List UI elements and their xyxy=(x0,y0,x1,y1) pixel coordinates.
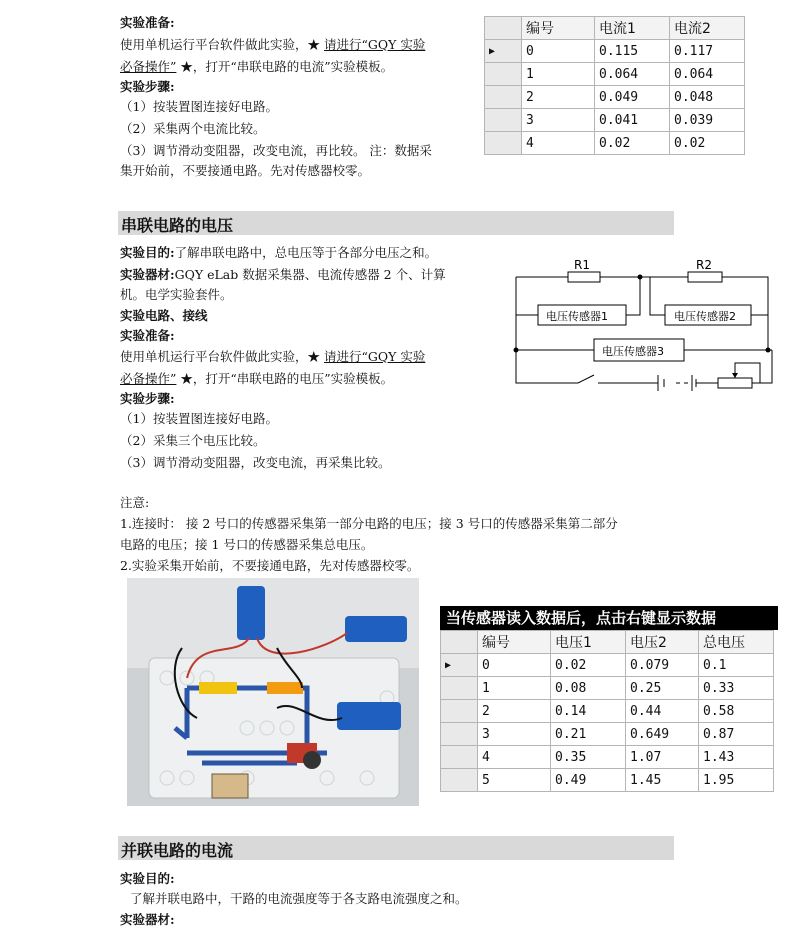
table-cell[interactable]: 0.02 xyxy=(551,654,626,677)
table-cell[interactable]: 0.649 xyxy=(626,723,699,746)
table-cell[interactable]: 0.041 xyxy=(595,109,670,132)
column-header[interactable]: 编号 xyxy=(478,631,551,654)
table-cell[interactable]: 1.45 xyxy=(626,769,699,792)
column-header[interactable]: 编号 xyxy=(522,17,595,40)
rheostat xyxy=(718,378,752,388)
table-cell[interactable]: 0.02 xyxy=(670,132,745,155)
column-header[interactable]: 电流2 xyxy=(670,17,745,40)
equipment-line-2: 机。电学实验套件。 xyxy=(120,287,233,302)
table-cell[interactable]: 0.35 xyxy=(551,746,626,769)
section-title: 串联电路的电压 xyxy=(121,216,234,235)
gqy-link-cont[interactable]: 必备操作” xyxy=(120,59,177,74)
svg-text:电压传感器3: 电压传感器3 xyxy=(602,345,664,358)
row-selector[interactable] xyxy=(441,677,478,700)
apparatus-photo xyxy=(127,578,419,806)
table-caption: 当传感器读入数据后，点击右键显示数据 xyxy=(440,606,778,630)
table-cell[interactable]: 0.08 xyxy=(551,677,626,700)
gqy-link-2-cont[interactable]: 必备操作” xyxy=(120,371,177,386)
purpose-text-3: 了解并联电路中，干路的电流强度等于各支路电流强度之和。 xyxy=(130,891,468,906)
table-row[interactable] xyxy=(485,63,745,86)
table-cell[interactable]: 0.048 xyxy=(670,86,745,109)
row-selector[interactable]: ▶ xyxy=(485,40,522,63)
sensor-box-mid xyxy=(337,702,401,730)
column-header[interactable]: 电压1 xyxy=(551,631,626,654)
table-cell[interactable]: 0.079 xyxy=(626,654,699,677)
table-cell[interactable]: 4 xyxy=(478,746,551,769)
circuit-diagram xyxy=(510,255,780,395)
gqy-link-2[interactable]: 请进行“GQY 实验 xyxy=(323,349,426,364)
purpose-heading-3: 实验目的: xyxy=(120,871,175,886)
column-header[interactable]: 电压2 xyxy=(626,631,699,654)
table-row[interactable] xyxy=(485,40,745,63)
note-heading: 注意: xyxy=(120,495,150,510)
section-title-3: 并联电路的电流 xyxy=(121,841,234,860)
table-row[interactable] xyxy=(441,677,774,700)
table-row[interactable] xyxy=(441,723,774,746)
table-cell[interactable]: 5 xyxy=(478,769,551,792)
circuit-heading: 实验电路、接线 xyxy=(120,308,208,323)
sensor-box-right xyxy=(345,616,407,642)
table-row[interactable] xyxy=(441,769,774,792)
table-cell[interactable]: 0 xyxy=(522,40,595,63)
table-cell[interactable]: 0.44 xyxy=(626,700,699,723)
step-2-3: （3）调节滑动变阻器，改变电流，再采集比较。 xyxy=(120,455,391,470)
prep-heading-2: 实验准备: xyxy=(120,328,175,343)
table-cell[interactable]: 0.33 xyxy=(699,677,774,700)
note-1-line-1: 1.连接时： 接 2 号口的传感器采集第一部分电路的电压；接 3 号口的传感器采集第二部分 xyxy=(120,516,618,531)
table-cell[interactable]: 1 xyxy=(478,677,551,700)
equipment-line: 实验器材:GQY eLab 数据采集器、电流传感器 2 个、计算 xyxy=(120,267,446,282)
step-1: （1）按装置图连接好电路。 xyxy=(120,99,278,114)
row-selector[interactable] xyxy=(441,769,478,792)
r1-label: R1 xyxy=(574,258,590,272)
table-cell[interactable]: 2 xyxy=(478,700,551,723)
row-selector[interactable] xyxy=(485,86,522,109)
table-header-row xyxy=(441,631,774,654)
row-selector-header xyxy=(441,631,478,654)
row-selector[interactable] xyxy=(485,132,522,155)
table-cell[interactable]: 0.58 xyxy=(699,700,774,723)
section-header-3 xyxy=(118,836,674,860)
column-header[interactable]: 总电压 xyxy=(699,631,774,654)
row-selector-header xyxy=(485,17,522,40)
prep-line-2-1: 使用单机运行平台软件做此实验，★ 请进行“GQY 实验 xyxy=(120,349,426,364)
table-cell[interactable]: 3 xyxy=(478,723,551,746)
step-3-line-2: 集开始前，不要接通电路。先对传感器校零。 xyxy=(120,163,371,178)
switch xyxy=(578,375,594,383)
table-row[interactable] xyxy=(485,109,745,132)
prep-line-2-2: 必备操作” ★，打开“串联电路的电压”实验模板。 xyxy=(120,371,394,386)
table-cell[interactable]: 0.117 xyxy=(670,40,745,63)
table-row[interactable] xyxy=(441,746,774,769)
r2-label: R2 xyxy=(696,258,712,272)
table-cell[interactable]: 0.87 xyxy=(699,723,774,746)
steps-heading-2: 实验步骤: xyxy=(120,391,175,406)
table-row[interactable] xyxy=(441,700,774,723)
table-cell[interactable]: 0.115 xyxy=(595,40,670,63)
svg-text:电压传感器1: 电压传感器1 xyxy=(546,310,608,323)
table-cell[interactable]: 0.02 xyxy=(595,132,670,155)
prep-heading: 实验准备: xyxy=(120,15,175,30)
row-selector[interactable] xyxy=(441,700,478,723)
svg-text:电压传感器2: 电压传感器2 xyxy=(674,310,736,323)
row-selector[interactable] xyxy=(441,723,478,746)
prep-line-1: 使用单机运行平台软件做此实验，★ 请进行“GQY 实验 xyxy=(120,37,426,52)
table-cell[interactable]: 1.95 xyxy=(699,769,774,792)
step-3-line-1: （3）调节滑动变阻器，改变电流，再比较。 注：数据采 xyxy=(120,143,432,158)
gqy-link[interactable]: 请进行“GQY 实验 xyxy=(323,37,426,52)
current-data-table xyxy=(484,16,745,155)
table-cell[interactable]: 1.43 xyxy=(699,746,774,769)
resistor-r1 xyxy=(568,272,600,282)
table-header-row xyxy=(485,17,745,40)
row-selector[interactable] xyxy=(441,746,478,769)
table-cell[interactable]: 0.21 xyxy=(551,723,626,746)
note-1-line-2: 电路的电压；接 1 号口的传感器采集总电压。 xyxy=(120,537,374,552)
table-cell[interactable]: 1 xyxy=(522,63,595,86)
steps-heading: 实验步骤: xyxy=(120,79,175,94)
table-cell[interactable]: 0.064 xyxy=(670,63,745,86)
note-2: 2.实验采集开始前，不要接通电路，先对传感器校零。 xyxy=(120,558,420,573)
step-2-2: （2）采集三个电压比较。 xyxy=(120,433,266,448)
prep-line-2: 必备操作” ★，打开“串联电路的电流”实验模板。 xyxy=(120,59,394,74)
table-row[interactable] xyxy=(441,654,774,677)
purpose-line: 实验目的:了解串联电路中，总电压等于各部分电压之和。 xyxy=(120,245,438,260)
table-cell[interactable]: 3 xyxy=(522,109,595,132)
table-cell[interactable]: 0.1 xyxy=(699,654,774,677)
table-cell[interactable]: 0.49 xyxy=(551,769,626,792)
section-header xyxy=(118,211,674,235)
table-cell[interactable]: 2 xyxy=(522,86,595,109)
table-cell[interactable]: 0.14 xyxy=(551,700,626,723)
sensor-box-top xyxy=(237,586,265,640)
step-2-1: （1）按装置图连接好电路。 xyxy=(120,411,278,426)
resistor-r2 xyxy=(688,272,722,282)
row-selector[interactable] xyxy=(485,109,522,132)
table-row[interactable] xyxy=(485,86,745,109)
equipment-heading-3: 实验器材: xyxy=(120,912,175,927)
battery xyxy=(658,375,696,391)
voltage-data-table xyxy=(440,630,774,792)
table-cell[interactable]: 0.039 xyxy=(670,109,745,132)
table-cell[interactable]: 4 xyxy=(522,132,595,155)
table-cell[interactable]: 1.07 xyxy=(626,746,699,769)
table-cell[interactable]: 0 xyxy=(478,654,551,677)
table-cell[interactable]: 0.064 xyxy=(595,63,670,86)
column-header[interactable]: 电流1 xyxy=(595,17,670,40)
row-selector[interactable] xyxy=(485,63,522,86)
table-cell[interactable]: 0.049 xyxy=(595,86,670,109)
step-2: （2）采集两个电流比较。 xyxy=(120,121,266,136)
table-cell[interactable]: 0.25 xyxy=(626,677,699,700)
table-row[interactable] xyxy=(485,132,745,155)
row-selector[interactable]: ▶ xyxy=(441,654,478,677)
